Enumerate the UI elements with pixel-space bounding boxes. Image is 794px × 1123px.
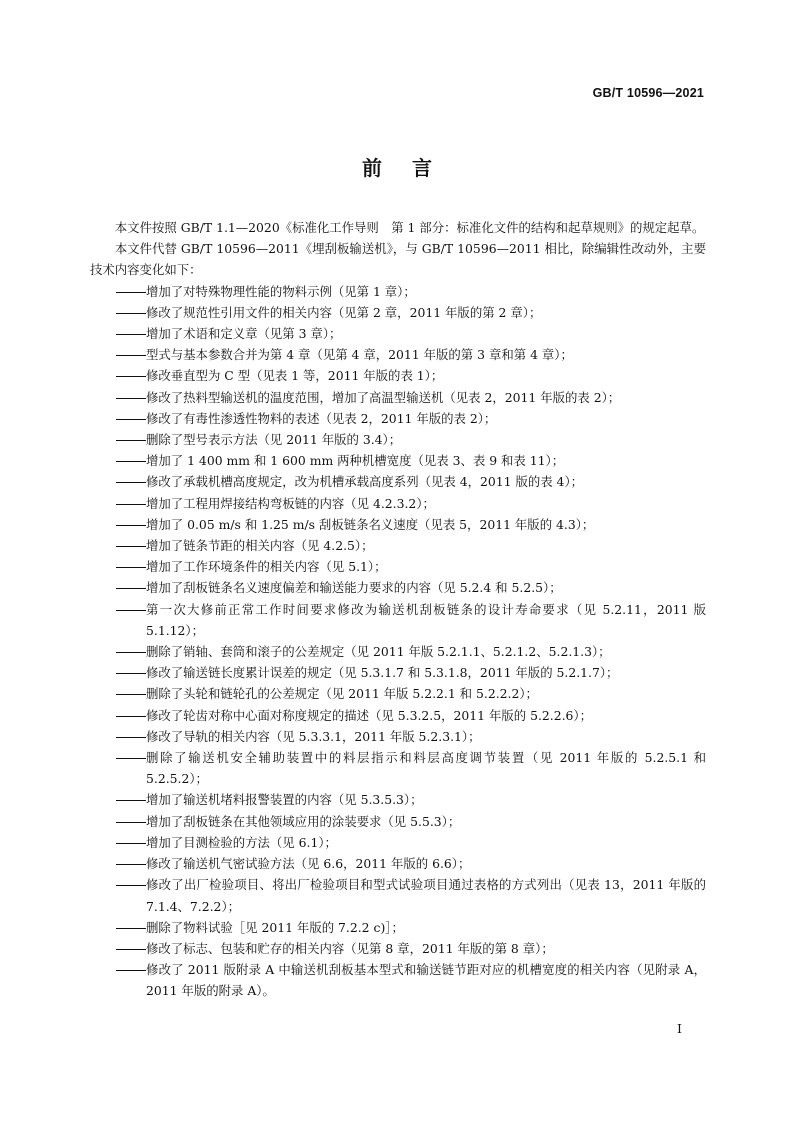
change-text: 修改了输送链长度累计误差的规定（见 5.3.1.7 和 5.3.1.8，2011 年版的 5.2.1.7）； xyxy=(146,665,619,681)
change-list-item xyxy=(90,641,706,662)
change-text: 增加了工程用焊接结构弯板链的内容（见 4.2.3.2）； xyxy=(146,495,435,511)
intro-paragraph-replacement: 本文件代替 GB/T 10596—2011《埋刮板输送机》，与 GB/T 10596—2011 相比，除编辑性改动外，主要技术内容变化如下： xyxy=(90,241,706,278)
em-dash-marker xyxy=(116,949,146,950)
change-list-item xyxy=(90,429,706,450)
change-text: 修改了出厂检验项目、将出厂检验项目和型式试验项目通过表格的方式列出（见表 13，2011 年版的 7.1.4、7.2.2）； xyxy=(146,877,706,914)
em-dash-marker xyxy=(116,652,146,653)
em-dash-marker xyxy=(116,419,146,420)
change-text: 增加了 1 400 mm 和 1 600 mm 两种机槽宽度（见表 3、表 9 和表 11）； xyxy=(146,453,565,469)
em-dash-marker xyxy=(116,716,146,717)
em-dash-marker xyxy=(116,694,146,695)
em-dash-marker xyxy=(116,843,146,844)
change-list-item xyxy=(90,832,706,853)
change-list-item xyxy=(90,853,706,874)
change-list-item xyxy=(90,302,706,323)
change-text: 增加了对特殊物理性能的物料示例（见第 1 章）； xyxy=(146,283,416,299)
em-dash-marker xyxy=(116,885,146,886)
em-dash-marker xyxy=(116,864,146,865)
em-dash-marker xyxy=(116,800,146,801)
change-text: 增加了目测检验的方法（见 6.1）； xyxy=(146,834,337,850)
change-list xyxy=(90,281,706,1002)
change-text: 修改了规范性引用文件的相关内容（见第 2 章，2011 年版的第 2 章）； xyxy=(146,304,542,320)
change-text: 增加了刮板链条名义速度偏差和输送能力要求的内容（见 5.2.4 和 5.2.5）； xyxy=(146,580,562,596)
change-text: 型式与基本参数合并为第 4 章（见第 4 章，2011 年版的第 3 章和第 4 章）； xyxy=(146,347,573,363)
em-dash-marker xyxy=(116,504,146,505)
standard-code: GB/T 10596—2021 xyxy=(592,86,704,100)
change-text: 删除了输送机安全辅助装置中的料层指示和料层高度调节装置（见 2011 年版的 5.2.5.1 和 5.2.5.2）； xyxy=(146,750,706,787)
change-list-item xyxy=(90,365,706,386)
change-text: 修改了轮齿对称中心面对称度规定的描述（见 5.3.2.5，2011 年版的 5.2.2.6）； xyxy=(146,707,593,723)
change-text: 删除了头轮和链轮孔的公差规定（见 2011 年版 5.2.2.1 和 5.2.2.2）； xyxy=(146,686,538,702)
change-text: 修改了热料型输送机的温度范围，增加了高温型输送机（见表 2，2011 年版的表 2）； xyxy=(146,389,621,405)
change-list-item xyxy=(90,705,706,726)
change-list-item xyxy=(90,471,706,492)
change-list-item xyxy=(90,281,706,302)
change-list-item xyxy=(90,917,706,938)
em-dash-marker xyxy=(116,376,146,377)
em-dash-marker xyxy=(116,482,146,483)
em-dash-marker xyxy=(116,292,146,293)
em-dash-marker xyxy=(116,355,146,356)
change-list-item xyxy=(90,747,706,789)
page-title: 前言 xyxy=(362,156,462,180)
change-text: 修改了输送机气密试验方法（见 6.6，2011 年版的 6.6）； xyxy=(146,856,471,872)
change-text: 增加了链条节距的相关内容（见 4.2.5）； xyxy=(146,538,374,554)
change-list-item xyxy=(90,514,706,535)
change-list-item xyxy=(90,959,706,1001)
change-list-item xyxy=(90,789,706,810)
em-dash-marker xyxy=(116,398,146,399)
change-text: 删除了销轴、套筒和滚子的公差规定（见 2011 年版 5.2.1.1、5.2.1.2、5.2.1.3）； xyxy=(146,644,611,660)
change-list-item xyxy=(90,938,706,959)
em-dash-marker xyxy=(116,822,146,823)
em-dash-marker xyxy=(116,928,146,929)
em-dash-marker xyxy=(116,461,146,462)
change-list-item xyxy=(90,874,706,916)
change-list-item xyxy=(90,493,706,514)
change-list-item xyxy=(90,535,706,556)
change-text: 删除了型号表示方法（见 2011 年版的 3.4）； xyxy=(146,432,402,448)
em-dash-marker xyxy=(116,610,146,611)
change-text: 修改了 2011 版附录 A 中输送机刮板基本型式和输送链节距对应的机槽宽度的相关内容（见附录 A，2011 年版的附录 A）。 xyxy=(146,962,706,999)
em-dash-marker xyxy=(116,673,146,674)
em-dash-marker xyxy=(116,546,146,547)
em-dash-marker xyxy=(116,737,146,738)
change-text: 修改了承载机槽高度规定，改为机槽承载高度系列（见表 4，2011 版的表 4）； xyxy=(146,474,584,490)
change-text: 增加了术语和定义章（见第 3 章）； xyxy=(146,326,342,342)
change-list-item xyxy=(90,556,706,577)
change-text: 修改垂直型为 C 型（见表 1 等，2011 年版的表 1）； xyxy=(146,368,444,384)
change-list-item xyxy=(90,450,706,471)
intro-paragraph-drafting: 本文件按照 GB/T 1.1—2020《标准化工作导则 第 1 部分：标准化文件的结构和起草规则》的规定起草。 xyxy=(114,220,705,235)
change-list-item xyxy=(90,599,706,641)
change-list-item xyxy=(90,662,706,683)
change-list-item xyxy=(90,726,706,747)
page-number: I xyxy=(677,1021,682,1036)
em-dash-marker xyxy=(116,567,146,568)
em-dash-marker xyxy=(116,313,146,314)
change-text: 修改了导轨的相关内容（见 5.3.3.1，2011 年版 5.2.3.1）； xyxy=(146,728,481,744)
em-dash-marker xyxy=(116,440,146,441)
change-list-item xyxy=(90,408,706,429)
em-dash-marker xyxy=(116,588,146,589)
em-dash-marker xyxy=(116,970,146,971)
em-dash-marker xyxy=(116,525,146,526)
change-list-item xyxy=(90,577,706,598)
change-text: 增加了刮板链条在其他领域应用的涂装要求（见 5.5.3）； xyxy=(146,813,461,829)
change-text: 修改了有毒性渗透性物料的表述（见表 2，2011 年版的表 2）； xyxy=(146,410,497,426)
change-list-item xyxy=(90,811,706,832)
change-text: 第一次大修前正常工作时间要求修改为输送机刮板链条的设计寿命要求（见 5.2.11，2011 版 5.1.12）； xyxy=(146,601,706,638)
change-text: 增加了工作环境条件的相关内容（见 5.1）； xyxy=(146,559,387,575)
change-list-item xyxy=(90,323,706,344)
em-dash-marker xyxy=(116,758,146,759)
em-dash-marker xyxy=(116,334,146,335)
change-list-item xyxy=(90,387,706,408)
change-list-item xyxy=(90,344,706,365)
change-text: 修改了标志、包装和贮存的相关内容（见第 8 章，2011 年版的第 8 章）； xyxy=(146,940,554,956)
document-body xyxy=(90,217,706,1002)
change-text: 删除了物料试验［见 2011 年版的 7.2.2 c)］； xyxy=(146,919,404,935)
change-list-item xyxy=(90,683,706,704)
change-text: 增加了 0.05 m/s 和 1.25 m/s 刮板链条名义速度（见表 5，2011 年版的 4.3）； xyxy=(146,516,595,532)
change-text: 增加了输送机堵料报警装置的内容（见 5.3.5.3）； xyxy=(146,792,423,808)
